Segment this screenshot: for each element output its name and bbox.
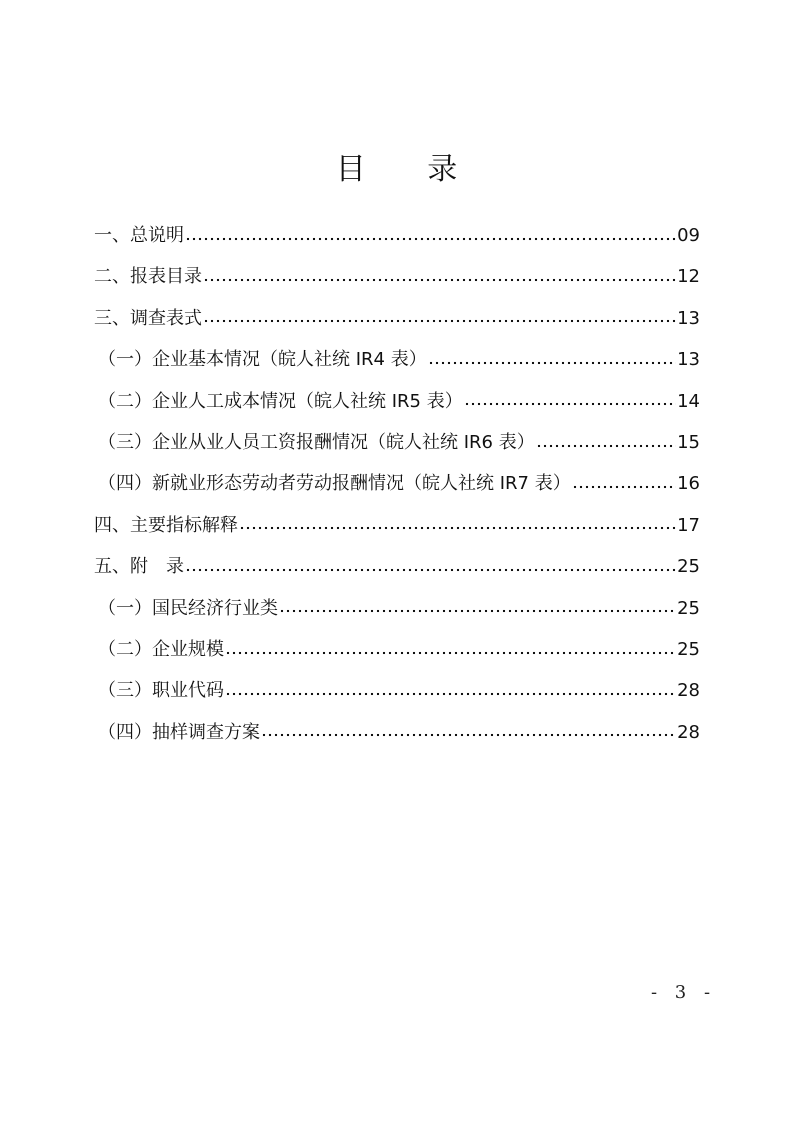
toc-dot-leader (225, 692, 676, 696)
toc-entry-page: 14 (677, 390, 700, 412)
toc-entry[interactable] (94, 463, 700, 504)
toc-entry-label: （四）抽样调查方案 (98, 721, 260, 743)
toc-dot-leader (572, 485, 676, 489)
toc-entry-page: 25 (677, 556, 700, 578)
toc-entry-label: 一、总说明 (94, 225, 184, 246)
toc-entry-page: 15 (677, 431, 700, 453)
toc-entry[interactable] (94, 381, 700, 422)
toc-entry-page: 28 (677, 721, 700, 743)
toc-dot-leader (203, 319, 676, 323)
toc-entry-page: 16 (677, 473, 700, 495)
toc-entry-page: 13 (677, 349, 700, 371)
toc-dot-leader (239, 526, 676, 530)
toc-dot-leader (225, 651, 676, 655)
toc-entry-label: 五、附 录 (94, 556, 184, 578)
toc-dot-leader (203, 278, 676, 282)
toc-entry[interactable] (94, 670, 700, 711)
toc-entry-label: 三、调查表式 (94, 307, 202, 329)
toc-entry[interactable] (94, 505, 700, 546)
toc-entry-page: 25 (677, 638, 700, 660)
toc-entry[interactable] (94, 339, 700, 380)
toc-entry-label: （三）职业代码 (98, 680, 224, 702)
toc-entry-page: 09 (677, 225, 700, 246)
toc-dot-leader (185, 237, 676, 241)
table-of-contents (94, 215, 700, 753)
toc-entry-label: （四）新就业形态劳动者劳动报酬情况（皖人社统 IR7 表） (98, 473, 571, 495)
toc-dot-leader (261, 733, 676, 737)
toc-dot-leader (185, 568, 676, 572)
toc-entry-label: （二）企业人工成本情况（皖人社统 IR5 表） (98, 390, 463, 412)
toc-entry-label: 四、主要指标解释 (94, 514, 238, 536)
toc-dot-leader (464, 402, 676, 406)
toc-entry-label: 二、报表目录 (94, 266, 202, 288)
page-title: 目 录 (335, 152, 484, 187)
toc-entry[interactable] (94, 629, 700, 670)
toc-entry-page: 12 (677, 266, 700, 288)
toc-entry-page: 28 (677, 680, 700, 702)
toc-entry-page: 17 (677, 514, 700, 536)
toc-entry[interactable] (94, 546, 700, 587)
toc-entry[interactable] (94, 256, 700, 297)
toc-entry-label: （二）企业规模 (98, 638, 224, 660)
toc-entry[interactable] (94, 422, 700, 463)
toc-entry-page: 13 (677, 307, 700, 329)
toc-entry[interactable] (94, 298, 700, 339)
toc-dot-leader (536, 444, 676, 448)
page-number: - 3 - (651, 982, 717, 1003)
toc-entry-label: （三）企业从业人员工资报酬情况（皖人社统 IR6 表） (98, 431, 535, 453)
toc-entry[interactable] (94, 588, 700, 629)
toc-entry-page: 25 (677, 597, 700, 619)
toc-entry-label: （一）企业基本情况（皖人社统 IR4 表） (98, 349, 427, 371)
toc-entry[interactable] (94, 712, 700, 753)
toc-entry[interactable] (94, 215, 700, 256)
toc-dot-leader (428, 361, 676, 365)
toc-entry-label: （一）国民经济行业类 (98, 597, 278, 619)
toc-dot-leader (279, 609, 676, 613)
